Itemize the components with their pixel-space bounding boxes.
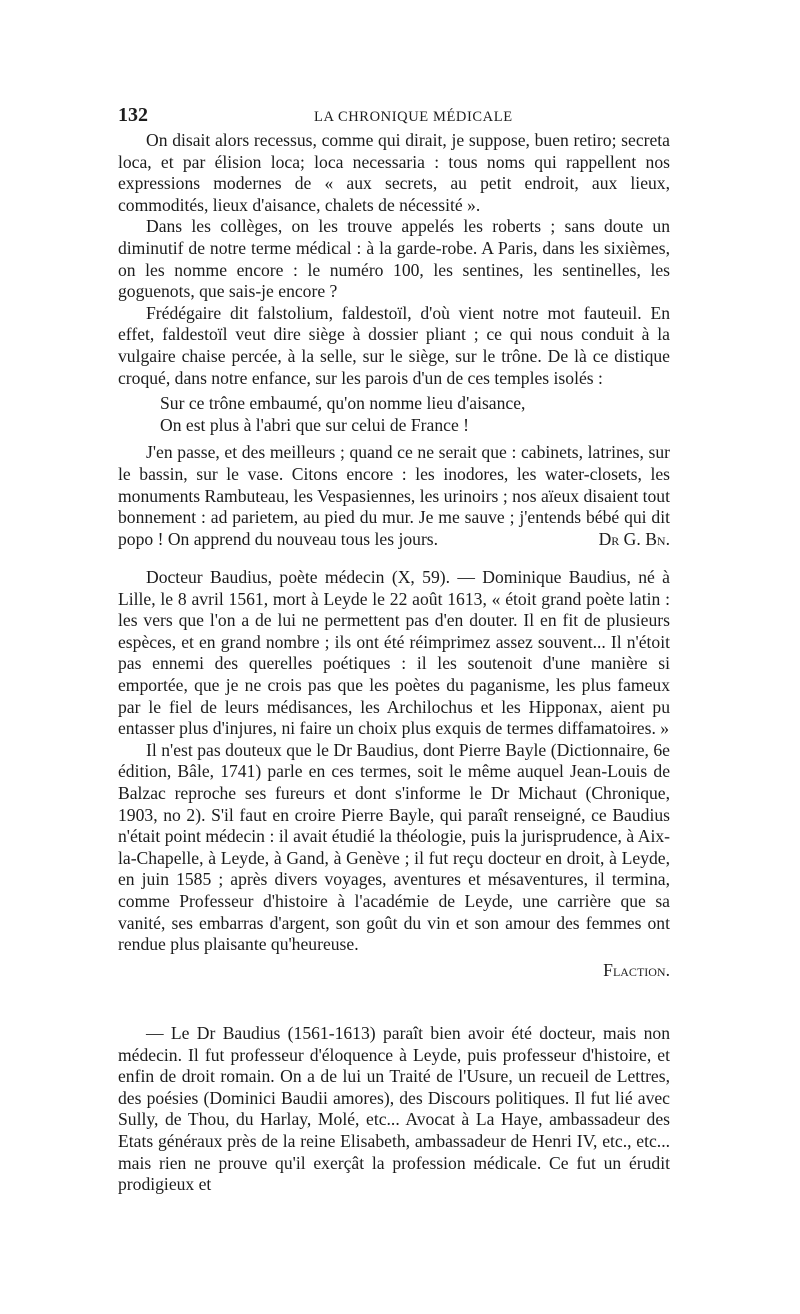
paragraph: — Le Dr Baudius (1561-1613) paraît bien avoir été docteur, mais non médecin. Il fut professeur d'éloquence à Leyde, puis professeur d'histoire, et enfin de droit romain. On a de lui un Traité de l'Usure, un recueil de Lettres, des poésies (Dominici Baudii amores), des Discours politiques. Il fut lié avec Sully, de Thou, du Harlay, Molé, etc... Avocat à La Haye, ambassadeur des Etats généraux près de la reine Elisabeth, ambassadeur de Henri IV, etc., etc... mais rien ne prouve qu'il exerçât la profession médicale. Ce fut un érudit prodigieux et [118,1023,670,1195]
paragraph: Docteur Baudius, poète médecin (X, 59). — Dominique Baudius, né à Lille, le 8 avril 1561, mort à Leyde le 22 août 1613, « étoit grand poète latin : les vers que l'on a de lui ne permettent pas d'en douter. Il en fit de plusieurs espèces, et en grand nombre ; ils ont été réimprimez assez souvent... Il n'étoit pas ennemi des querelles poétiques : il les soutenoit d'une manière si emportée, que je ne crois pas que les poètes du paganisme, les plus fameux par le fiel de leurs médisances, les Archilochus et les Hipponax, aient pu entasser plus d'injures, ni faire un choix plus exquis de termes diffamatoires. » [118,567,670,739]
paragraph: Dans les collèges, on les trouve appelés les roberts ; sans doute un diminutif de notre terme médical : à la garde-robe. A Paris, dans les sixièmes, on les nomme encore : le numéro 100, les sentines, les sentinelles, les goguenots, que sais-je encore ? [118,216,670,302]
page-number: 132 [118,104,148,126]
verse-line: Sur ce trône embaumé, qu'on nomme lieu d'aisance, [160,393,526,414]
signature: Dr G. Bn. [598,528,670,549]
signature: Flaction. [603,959,670,980]
paragraph: Frédégaire dit falstolium, faldestoïl, d'où vient notre mot fauteuil. En effet, faldestoïl veut dire siège à dossier pliant ; ce qui nous conduit à la vulgaire chaise percée, à la selle, sur le siège, sur le trône. De là ce distique croqué, dans notre enfance, sur les parois d'un de ces temples isolés : [118,302,670,388]
running-title: LA CHRONIQUE MÉDICALE [314,109,513,125]
section-latrines-terms [118,130,670,550]
paragraph: On disait alors recessus, comme qui dirait, je suppose, buen retiro; secreta loca, et par élision loca; loca necessaria : tous noms qui rappellent nos expressions modernes de « aux secrets, au petit endroit, aux lieux, commodités, lieux d'aisance, chalets de nécessité ». [118,130,670,215]
running-header [118,104,678,130]
paragraph: Il n'est pas douteux que le Dr Baudius, dont Pierre Bayle (Dictionnaire, 6e édition, Bâle, 1741) parle en ces termes, soit le même auquel Jean-Louis de Balzac reproche ses fureurs et dont s'informe le Dr Michaut (Chronique, 1903, no 2). S'il faut en croire Pierre Bayle, qui paraît renseigné, ce Baudius n'était point médecin : il avait étudié la théologie, puis la jurisprudence, à Aix-la-Chapelle, à Leyde, à Gand, à Genève ; il fut reçu docteur en droit, à Leyde, en juin 1585 ; après divers voyages, aventures et mésaventures, il termina, comme Professeur d'histoire à l'académie de Leyde, une carrière que sa vanité, ses embarras d'argent, son goût du vin et son amour des femmes ont rendue plus plaisante qu'heureuse. [118,739,670,955]
section-reply [118,1023,670,1196]
paragraph: J'en passe, et des meilleurs ; quand ce ne serait que : cabinets, latrines, sur le bassin, sur le vase. Citons encore : les inodores, les water-closets, les monuments Rambuteau, les Vespasiennes, les urinoirs ; nos aïeux disaient tout bonnement : ad parietem, au pied du mur. Je me sauve ; j'entends bébé qui dit popo ! On apprend du nouveau tous les jours. [118,442,670,549]
verse-line: On est plus à l'abri que sur celui de France ! [160,414,470,435]
section-docteur-baudius [118,567,670,981]
